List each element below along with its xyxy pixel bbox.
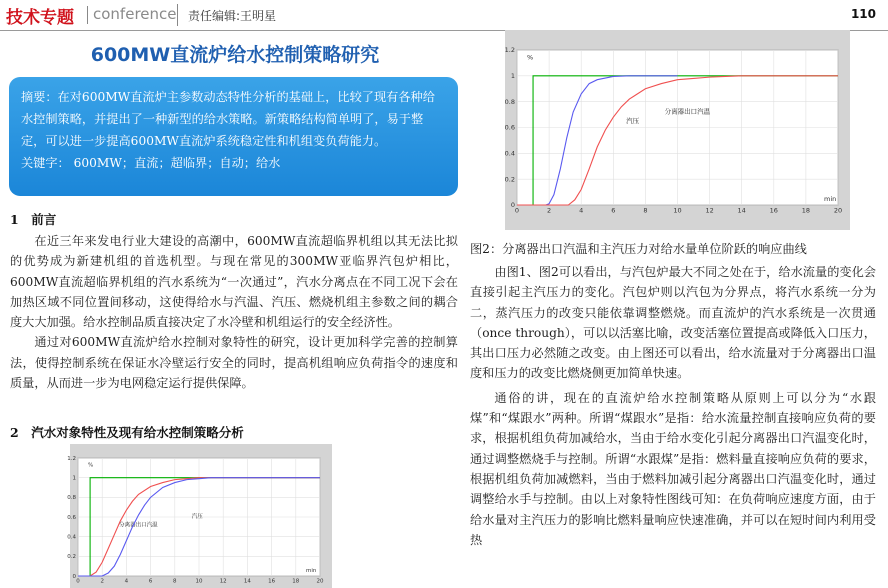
y-tick-label: 0.2	[67, 554, 76, 561]
conference-label: conference	[93, 5, 177, 23]
x-axis-label: min	[824, 195, 837, 203]
x-tick-label: 8	[173, 578, 177, 585]
x-tick-label: 0	[514, 206, 520, 215]
series-label-pressure: 汽压	[626, 116, 640, 125]
x-tick-label: 20	[833, 206, 843, 215]
x-tick-label: 18	[292, 578, 300, 585]
y-tick-label: 0.6	[67, 514, 76, 521]
x-tick-label: 8	[643, 206, 648, 215]
x-tick-label: 4	[124, 578, 129, 585]
figure-1	[67, 444, 332, 588]
y-tick-label: 0.4	[67, 534, 76, 541]
abstract-box	[9, 77, 458, 196]
x-tick-label: 20	[316, 578, 324, 585]
x-tick-label: 4	[579, 206, 584, 215]
x-tick-label: 2	[100, 578, 104, 585]
paragraph: 通过对600MW直流炉给水控制对象特性的研究，设计更加科学完善的控制算法，使得控制系统在保证水冷壁运行安全的同时，提高机组响应负荷指令的速度和质量，从而进一步为电网稳定运行提供保障。	[10, 335, 458, 391]
y-tick-label: 1	[510, 72, 515, 80]
x-tick-label: 16	[268, 578, 276, 585]
article-title: 600MW直流炉给水控制策略研究	[90, 44, 380, 66]
page-header	[0, 0, 888, 31]
y-tick-label: 0.2	[504, 175, 515, 184]
x-tick-label: 12	[705, 206, 714, 215]
series-label-pressure: 汽压	[191, 514, 203, 521]
paragraph: 通俗的讲，现在的直流炉给水控制策略从原则上可以分为“水跟煤”和“煤跟水”两种。所谓“煤跟水”是指：给水流量控制直接响应负荷的要求，根据机组负荷加减给水，当由于给水变化引起分离器出口汽温变化时，通过调整燃烧手与控制。所谓“水跟煤”是指：燃料量直接响应负荷的要求，根据机组负荷加减燃料，当由于燃料加减引起分离器出口汽温变化时，通过调整给水手与控制。由以上对象特性图线可知：在负荷响应速度方面，由于给水量对主汽压力的影响比燃料量响应快速准确，并可以在短时间内利用受热	[470, 390, 876, 547]
x-tick-label: 6	[611, 206, 616, 215]
x-tick-label: 10	[673, 206, 682, 215]
y-tick-label: 0.8	[67, 495, 76, 502]
chart-figure-1	[67, 444, 332, 588]
x-tick-label: 2	[547, 206, 552, 215]
y-tick-label: 1.2	[504, 46, 515, 55]
x-tick-label: 12	[219, 578, 227, 585]
y-axis-label: %	[88, 462, 94, 469]
body-right-column	[470, 262, 876, 550]
y-tick-label: 0	[72, 573, 76, 580]
y-axis-label: %	[527, 53, 534, 62]
x-tick-label: 6	[148, 578, 153, 585]
y-tick-label: 0	[510, 201, 515, 210]
y-tick-label: 0.4	[504, 149, 515, 158]
paragraph: 在近三年来发电行业大建设的高潮中，600MW直流超临界机组以其无法比拟的优势成为新建机组的首选机型。与现在常见的300MW亚临界汽包炉相比，600MW直流超临界机组的汽水系统为“一次通过”，汽水分离点在不同工况下会在加热区域不同位置间移动，这使得给水与汽温、汽压、燃烧机组主参数之间的耦合度大大加强。给水控制品质直接决定了水冷壁和机组运行的安全经济性。	[10, 234, 458, 330]
x-tick-label: 18	[801, 206, 811, 215]
body-left-column	[10, 231, 458, 393]
figure-2-caption: 图2：分离器出口汽温和主汽压力对给水量单位阶跃的响应曲线	[470, 242, 807, 256]
paragraph: 由图1、图2可以看出，与汽包炉最大不同之处在于，给水流量的变化会直接引起主汽压力的变化。汽包炉则以汽包为分界点，将汽水系统一分为二，蒸汽压力的改变只能依靠调整燃烧。而直流炉的汽水系统是一次贯通（once through），可以以活塞比喻，改变活塞位置提高或降低入口压力，其出口压力必然随之改变。由上图还可以看出，给水流量对于分离器出口温度和压力的改变比燃烧侧更加简单快速。	[470, 265, 876, 381]
y-tick-label: 1	[72, 475, 76, 482]
x-tick-label: 0	[76, 578, 80, 585]
editor-credit: 责任编辑:王明星	[188, 9, 277, 23]
x-tick-label: 16	[769, 206, 778, 215]
y-tick-label: 1.2	[67, 455, 76, 462]
section-heading-1: 1 前言	[10, 212, 57, 227]
header-divider-2	[177, 4, 178, 26]
x-tick-label: 14	[243, 578, 251, 585]
abstract-text: 摘要：在对600MW直流炉主参数动态特性分析的基础上，比较了现有各种给水控制策略，并提出了一种新型的给水策略。新策略结构简单明了，易于整定，可以进一步提高600MW直流炉系统稳定性和机组变负荷能力。	[21, 90, 435, 148]
page-number: 110	[850, 7, 876, 21]
header-divider	[87, 6, 88, 24]
section-heading-2: 2 汽水对象特性及现有给水控制策略分析	[10, 425, 244, 440]
series-label-temp: 分离器出口汽温	[119, 522, 158, 529]
keywords: 关键字： 600MW；直流；超临界；自动；给水	[21, 156, 281, 170]
y-tick-label: 0.8	[504, 97, 515, 106]
section-brand: 技术专题	[6, 8, 74, 28]
x-tick-label: 14	[737, 206, 746, 215]
series-label-temp: 分离器出口汽温	[664, 107, 711, 116]
x-axis-label: min	[306, 568, 317, 574]
chart-figure-2	[505, 30, 850, 230]
y-tick-label: 0.6	[504, 123, 515, 132]
figure-2	[505, 30, 850, 230]
x-tick-label: 10	[195, 578, 203, 585]
